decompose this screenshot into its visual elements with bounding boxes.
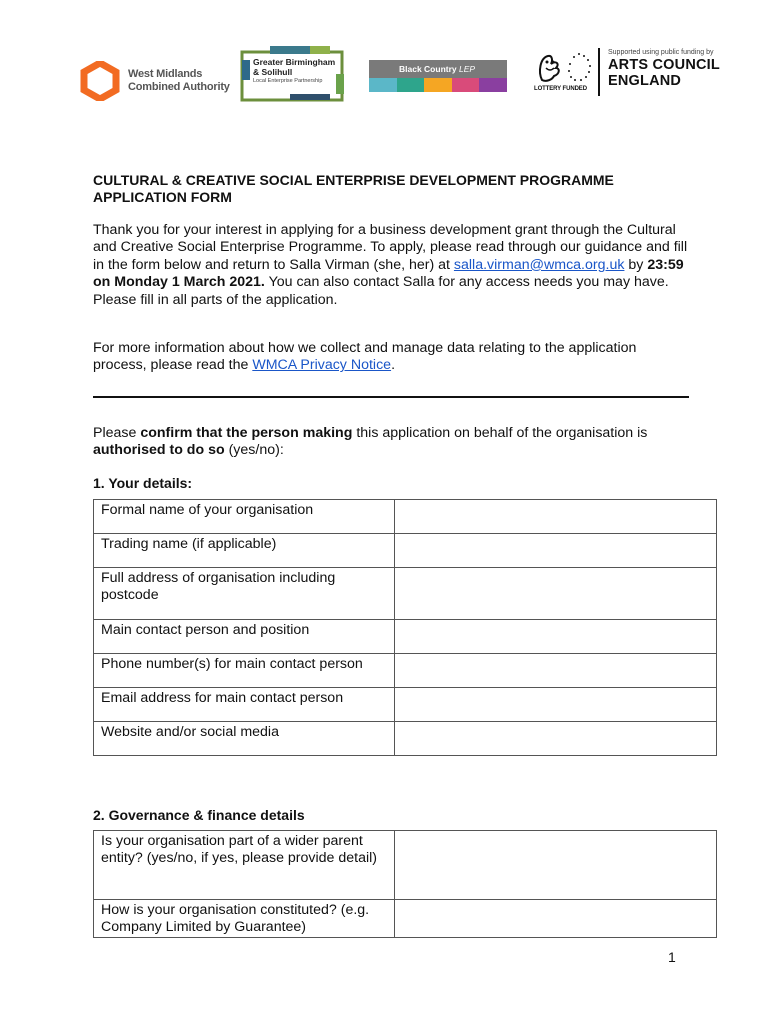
question-cell: Trading name (if applicable) <box>94 534 395 568</box>
confirm-bold-1: confirm that the person making <box>140 425 353 441</box>
confirm-paragraph <box>93 425 693 460</box>
lottery-crossed-fingers-icon <box>534 48 594 86</box>
form-title-line2: APPLICATION FORM <box>93 189 232 206</box>
table-row <box>94 500 717 534</box>
question-cell: How is your organisation constituted? (e.g. Company Limited by Guarantee) <box>94 900 395 938</box>
lottery-funded-logo <box>534 48 594 96</box>
table-row <box>94 722 717 756</box>
privacy-text-1: For more information about how we collect and manage data relating to the application process, please read the <box>93 340 637 374</box>
privacy-text-2: . <box>391 357 396 374</box>
table-row <box>94 654 717 688</box>
ace-line2: ENGLAND <box>608 73 682 89</box>
contact-email-link[interactable]: salla.virman@wmca.org.uk <box>453 256 625 273</box>
ace-line1: ARTS COUNCIL <box>608 57 720 73</box>
intro-paragraph <box>93 222 693 309</box>
question-cell: Phone number(s) for main contact person <box>94 654 395 688</box>
bclep-stripe <box>397 78 425 92</box>
intro-text-2: by <box>624 256 648 273</box>
question-cell: Is your organisation part of a wider parent entity? (yes/no, if yes, please provide detail) <box>94 831 395 900</box>
form-title <box>93 172 693 207</box>
privacy-paragraph <box>93 340 693 375</box>
bclep-banner <box>369 60 507 78</box>
confirm-text-2: this application on behalf of the organisation is <box>352 425 648 441</box>
answer-cell[interactable] <box>395 568 717 620</box>
ace-supported-text: Supported using public funding by <box>608 49 714 56</box>
intro-text-3: You can also contact Salla for any access needs you may have. Please fill in all parts of the application. <box>93 274 669 308</box>
deadline-text: 23:59 on Monday 1 March 2021. <box>93 256 684 291</box>
gbs-line3: Local Enterprise Partnership <box>253 78 323 84</box>
question-cell: Main contact person and position <box>94 620 395 654</box>
answer-cell[interactable] <box>395 654 717 688</box>
gbs-line1: Greater Birmingham <box>253 57 336 67</box>
table-row <box>94 831 717 900</box>
answer-cell[interactable] <box>395 534 717 568</box>
intro-text-1: Thank you for your interest in applying for a business development grant through the Cultural and Creative Social Enterprise Programme. To apply, please read through our guidance and fill in the form below and return to Salla Virman (she, her) at <box>93 222 688 273</box>
section1-heading: 1. Your details: <box>93 475 193 491</box>
table-row <box>94 534 717 568</box>
answer-cell[interactable] <box>395 900 717 938</box>
answer-cell[interactable] <box>395 500 717 534</box>
answer-cell[interactable] <box>395 688 717 722</box>
gbs-lep-logo <box>240 44 346 102</box>
governance-table <box>93 830 717 938</box>
form-title-line1: CULTURAL & CREATIVE SOCIAL ENTERPRISE DEVELOPMENT PROGRAMME <box>93 172 614 188</box>
question-cell: Full address of organisation including postcode <box>94 568 395 620</box>
answer-cell[interactable] <box>395 831 717 900</box>
confirm-text-1: Please <box>93 425 141 441</box>
answer-cell[interactable] <box>395 722 717 756</box>
table-row <box>94 620 717 654</box>
table-row <box>94 688 717 722</box>
wmca-logo <box>80 60 240 102</box>
arts-council-logo <box>598 48 723 96</box>
lottery-label: LOTTERY FUNDED <box>534 86 587 92</box>
confirm-text-3: (yes/no): <box>224 442 284 459</box>
bclep-stripe <box>424 78 452 92</box>
bclep-suffix: LEP <box>459 64 476 74</box>
confirm-bold-2: authorised to do so <box>93 442 225 459</box>
question-cell: Website and/or social media <box>94 722 395 756</box>
answer-cell[interactable] <box>395 620 717 654</box>
page-number: 1 <box>668 949 676 965</box>
black-country-lep-logo <box>369 60 507 92</box>
bclep-name: Black Country <box>399 64 457 74</box>
question-cell: Formal name of your organisation <box>94 500 395 534</box>
bclep-stripe <box>479 78 507 92</box>
table-row <box>94 568 717 620</box>
wmca-line1: West Midlands <box>128 68 203 80</box>
question-cell: Email address for main contact person <box>94 688 395 722</box>
table-row <box>94 900 717 938</box>
privacy-notice-link[interactable]: WMCA Privacy Notice <box>252 357 392 374</box>
section-divider <box>93 396 689 398</box>
wmca-hexagon-icon <box>80 61 120 101</box>
section2-heading: 2. Governance & finance details <box>93 807 305 823</box>
bclep-stripe <box>452 78 480 92</box>
gbs-line2: & Solihull <box>253 66 293 77</box>
your-details-table <box>93 499 717 756</box>
wmca-line2: Combined Authority <box>128 81 230 93</box>
bclep-stripes <box>369 78 507 92</box>
bclep-stripe <box>369 78 397 92</box>
